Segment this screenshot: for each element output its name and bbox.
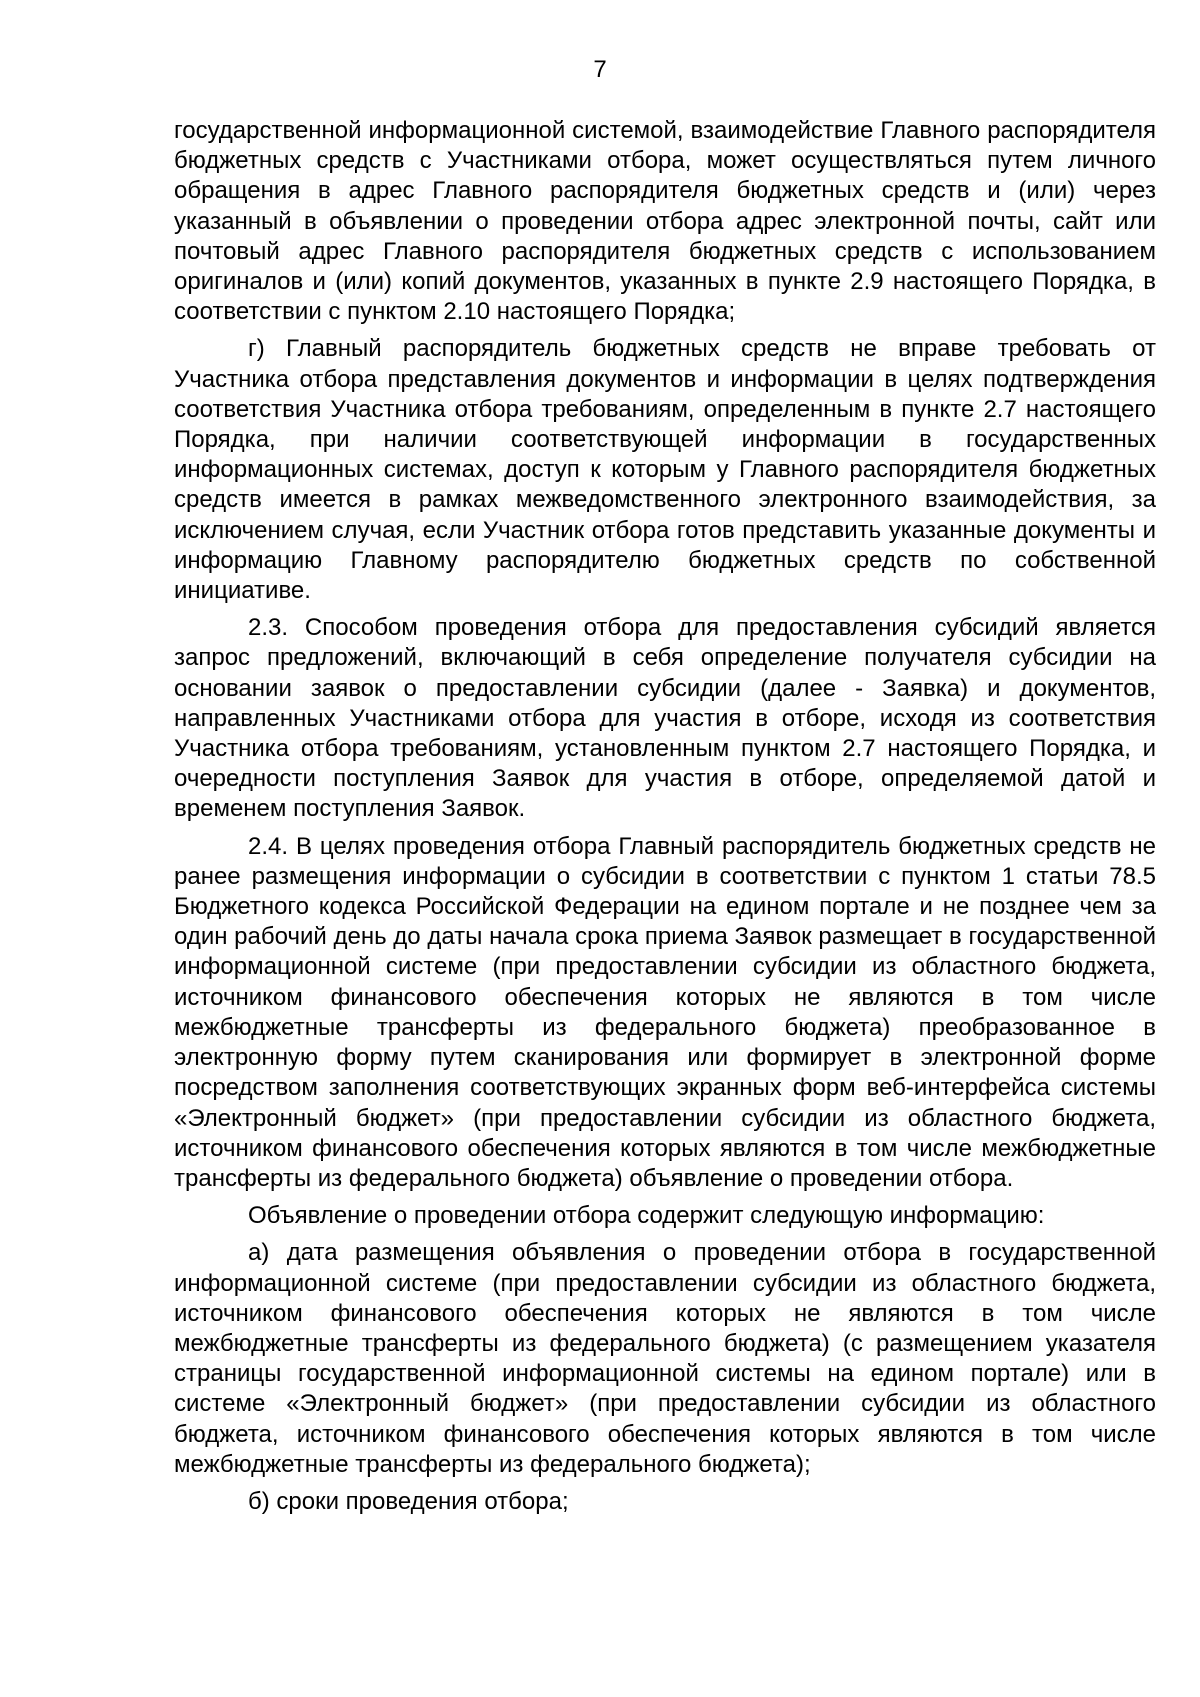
paragraph-g: г) Главный распорядитель бюджетных средств не вправе требовать от Участника отбора представления документов и информации в целях подтверждения соответствия Участника отбора требованиям, определенным в пункте 2.7 настоящего Порядка, при наличии соответствующей информации в государственных информационных системах, доступ к которым у Главного распорядителя бюджетных средств имеется в рамках межведомственного электронного взаимодействия, за исключением случая, если Участник отбора готов представить указанные документы и информацию Главному распорядителю бюджетных средств по собственной инициативе.: [174, 335, 1156, 605]
paragraph-a: а) дата размещения объявления о проведении отбора в государственной информационной системе (при предоставлении субсидии из областного бюджета, источником финансового обеспечения которых не являются в том числе межбюджетные трансферты из федерального бюджета) (с размещением указателя страницы государственной информационной системы на едином портале) или в системе «Электронный бюджет» (при предоставлении субсидии из областного бюджета, источником финансового обеспечения которых являются в том числе межбюджетные трансферты из федерального бюджета);: [174, 1239, 1156, 1478]
page-number: 7: [593, 56, 607, 83]
paragraph-2-3: 2.3. Способом проведения отбора для предоставления субсидий является запрос предложений, включающий в себя определение получателя субсидии на основании заявок о предоставлении субсидии (далее - Заявка) и документов, направленных Участниками отбора для участия в отборе, исходя из соответствия Участника отбора требованиям, установленным пунктом 2.7 настоящего Порядка, и очередности поступления Заявок для участия в отборе, определяемой датой и временем поступления Заявок.: [174, 614, 1156, 823]
paragraph-b: б) сроки проведения отбора;: [248, 1487, 569, 1515]
paragraph-announcement-intro: Объявление о проведении отбора содержит следующую информацию:: [248, 1202, 1045, 1230]
paragraph-2-4: 2.4. В целях проведения отбора Главный распорядитель бюджетных средств не ранее размещения информации о субсидии в соответствии с пунктом 1 статьи 78.5 Бюджетного кодекса Российской Федерации на едином портале и не позднее чем за один рабочий день до даты начала срока приема Заявок размещает в государственной информационной системе (при предоставлении субсидии из областного бюджета, источником финансового обеспечения которых не являются в том числе межбюджетные трансферты из федерального бюджета) преобразованное в электронную форму путем сканирования или формирует в электронной форме посредством заполнения соответствующих экранных форм веб-интерфейса системы «Электронный бюджет» (при предоставлении субсидии из областного бюджета, источником финансового обеспечения которых являются в том числе межбюджетные трансферты из федерального бюджета) объявление о проведении отбора.: [174, 832, 1156, 1192]
document-body: [174, 116, 1156, 1524]
paragraph-continuation: государственной информационной системой, взаимодействие Главного распорядителя бюджетных средств с Участниками отбора, может осуществляться путем личного обращения в адрес Главного распорядителя бюджетных средств и (или) через указанный в объявлении о проведении отбора адрес электронной почты, сайт или почтовый адрес Главного распорядителя бюджетных средств с использованием оригиналов и (или) копий документов, указанных в пункте 2.9 настоящего Порядка, в соответствии с пунктом 2.10 настоящего Порядка;: [174, 117, 1156, 326]
